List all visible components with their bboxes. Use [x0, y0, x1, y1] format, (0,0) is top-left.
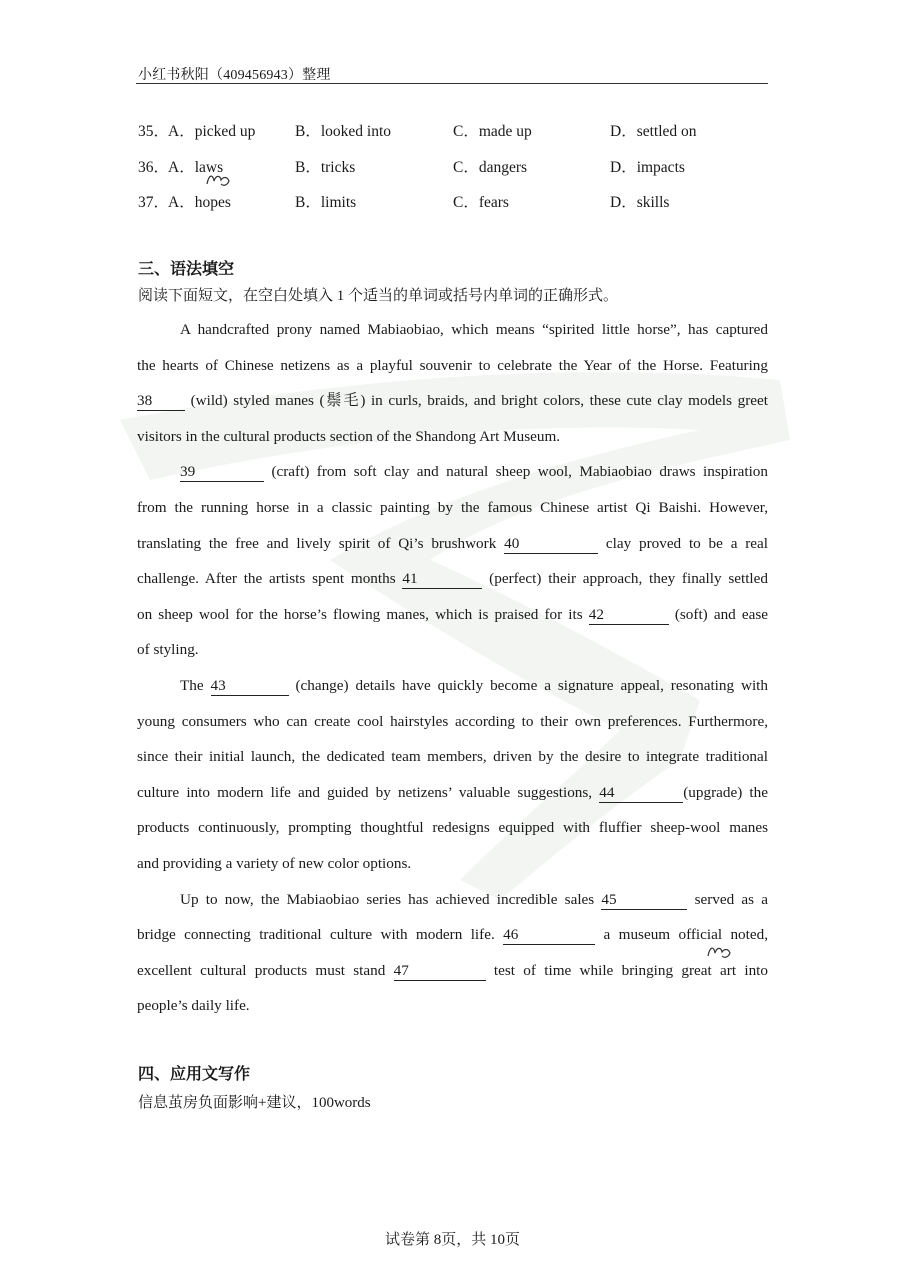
option-c: C．fears	[453, 194, 509, 211]
blank-41[interactable]: 41	[402, 570, 482, 589]
passage-text: (change) details have quickly become a signature appeal, resonating with	[288, 676, 768, 694]
passage-line: since their initial launch, the dedicated team members, driven by the desire to integrate traditional	[137, 748, 768, 766]
passage-line: people’s daily life.	[137, 997, 250, 1015]
passage-line	[137, 775, 768, 811]
option-b: B．looked into	[295, 123, 392, 140]
question-number: 37．	[138, 194, 170, 211]
passage-line	[137, 454, 768, 490]
blank-39[interactable]: 39	[180, 463, 264, 482]
passage-line: from the running horse in a classic painting by the famous Chinese artist Qi Baishi. However,	[137, 498, 768, 516]
passage-text: (wild) styled manes (鬃毛) in curls, braids, and bright colors, these cute clay models greet	[185, 392, 768, 410]
page-footer: 试卷第 8页，共 10页	[384, 1232, 520, 1248]
passage-line	[137, 526, 768, 562]
passage-text: test of time while bringing great art into	[485, 961, 768, 979]
header-source: 小红书秋阳（409456943）整理	[138, 68, 331, 83]
passage-text: excellent cultural products must stand	[137, 961, 394, 979]
option-a: A．picked up	[168, 123, 256, 140]
option-b: B．tricks	[295, 159, 356, 176]
passage-line	[137, 668, 768, 704]
passage-line: and providing a variety of new color options.	[137, 854, 412, 872]
option-d: D．settled on	[610, 123, 697, 140]
passage-text: (soft) and ease	[668, 605, 768, 623]
blank-42[interactable]: 42	[589, 606, 669, 625]
pen-mark-icon	[205, 172, 231, 188]
blank-43[interactable]: 43	[211, 677, 289, 696]
passage-text: culture into modern life and guided by netizens’ valuable suggestions,	[137, 783, 600, 801]
option-a: A．laws	[168, 159, 224, 176]
passage-text: Up to now, the Mabiaobiao series has achieved incredible sales	[180, 890, 602, 908]
option-c: C．made up	[453, 123, 532, 140]
blank-44[interactable]: 44	[599, 784, 683, 803]
passage-line	[137, 953, 768, 989]
passage-text: a museum official noted,	[595, 926, 768, 944]
passage-text: (perfect) their approach, they finally settled	[482, 570, 768, 588]
passage	[137, 312, 768, 1024]
passage-line	[137, 597, 768, 633]
section-4-instruction: 信息茧房负面影响+建议，100words	[138, 1095, 371, 1111]
passage-line	[137, 917, 768, 953]
passage-text: served as a	[687, 890, 768, 908]
option-d: D．impacts	[610, 159, 685, 176]
option-c: C．dangers	[453, 159, 528, 176]
blank-40[interactable]: 40	[504, 535, 598, 554]
option-a: A．hopes	[168, 194, 231, 211]
passage-line	[137, 383, 768, 419]
passage-text: on sheep wool for the horse’s flowing manes, which is praised for its	[137, 605, 589, 623]
passage-line: of styling.	[137, 641, 199, 659]
question-number: 36．	[138, 159, 170, 176]
passage-text: The	[180, 676, 211, 694]
blank-47[interactable]: 47	[394, 962, 486, 981]
passage-text: challenge. After the artists spent months	[137, 570, 403, 588]
passage-text: (craft) from soft clay and natural sheep wool, Mabiaobiao draws inspiration	[264, 463, 768, 481]
section-3-title: 三、语法填空	[138, 261, 235, 278]
passage-line: products continuously, prompting thoughtful redesigns equipped with fluffier sheep-wool manes	[137, 819, 768, 837]
section-4-title: 四、应用文写作	[138, 1066, 251, 1083]
option-d: D．skills	[610, 194, 670, 211]
passage-line: young consumers who can create cool hairstyles according to their own preferences. Furthermore,	[137, 712, 768, 730]
passage-line	[137, 561, 768, 597]
pen-mark-icon	[706, 944, 732, 960]
blank-46[interactable]: 46	[503, 926, 595, 945]
header-divider	[136, 83, 768, 84]
passage-line	[137, 882, 768, 918]
passage-text: translating the free and lively spirit of Qi’s brushwork	[137, 534, 505, 552]
passage-text: bridge connecting traditional culture with modern life.	[137, 926, 504, 944]
passage-text: clay proved to be a real	[598, 534, 768, 552]
blank-45[interactable]: 45	[601, 891, 687, 910]
section-3-instruction: 阅读下面短文，在空白处填入 1 个适当的单词或括号内单词的正确形式。	[138, 288, 619, 304]
blank-38[interactable]: 38	[137, 392, 185, 411]
question-number: 35．	[138, 123, 170, 140]
passage-line: visitors in the cultural products section of the Shandong Art Museum.	[137, 427, 561, 445]
passage-line: A handcrafted prony named Mabiaobiao, which means “spirited little horse”, has captured	[180, 321, 768, 338]
passage-line: the hearts of Chinese netizens as a playful souvenir to celebrate the Year of the Horse. Featuring	[137, 356, 768, 374]
passage-text: (upgrade) the	[683, 783, 768, 801]
option-b: B．limits	[295, 194, 357, 211]
